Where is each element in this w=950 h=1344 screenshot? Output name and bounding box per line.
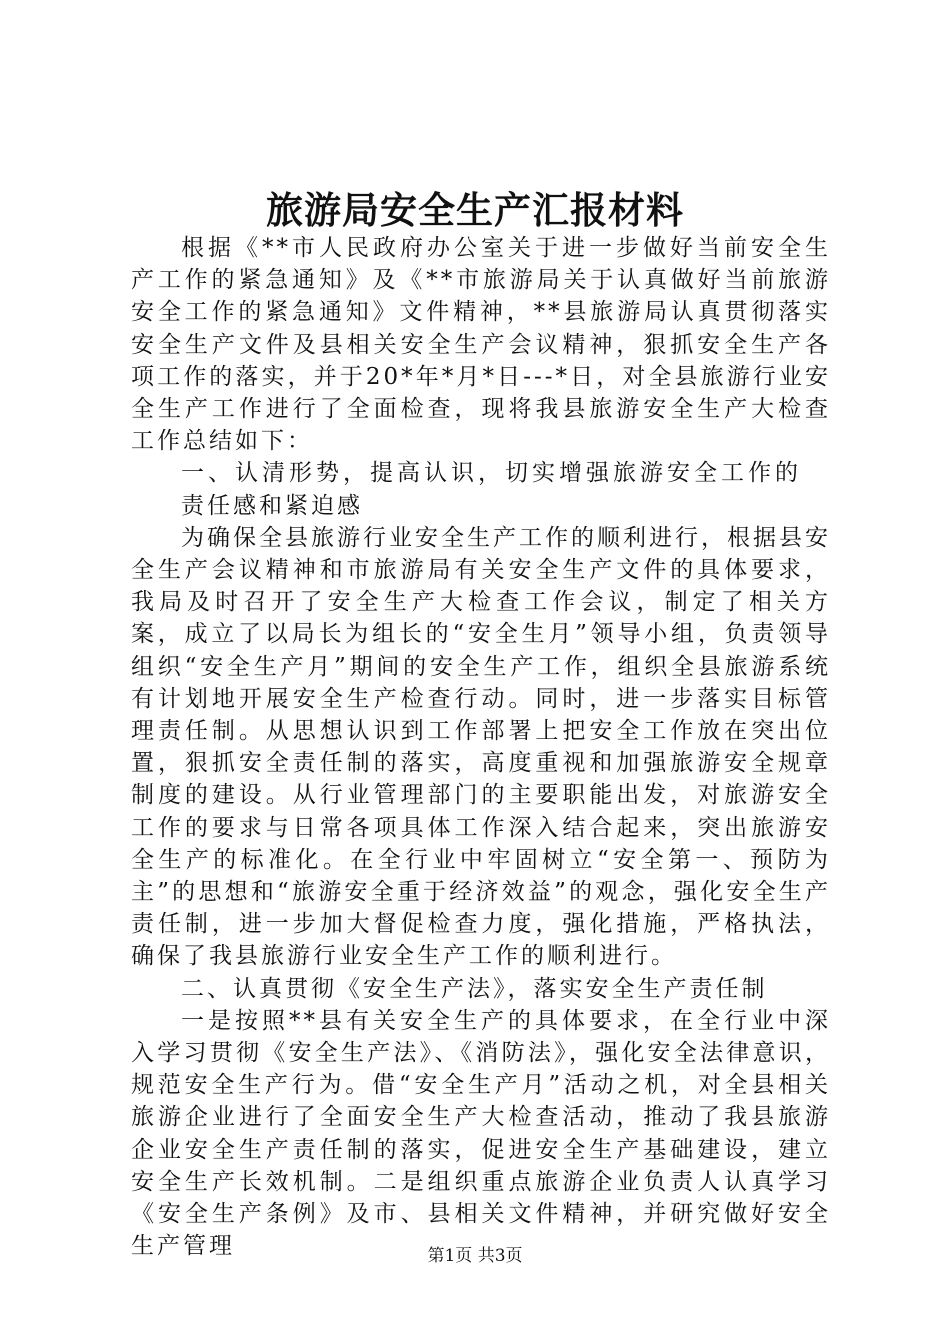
section-heading-2: 二、认真贯彻《安全生产法》，落实安全生产责任制 bbox=[181, 975, 768, 1002]
section-heading-1: 一、认清形势，提高认识，切实增强旅游安全工作的责任感和紧迫感 bbox=[181, 460, 801, 519]
document-body bbox=[131, 232, 831, 1263]
document-title: 旅游局安全生产汇报材料 bbox=[266, 188, 684, 232]
section-2-paragraph: 一是按照**县有关安全生产的具体要求，在全行业中深入学习贯彻《安全生产法》、《消防法》，强化安全法律意识，规范安全生产行为。借“安全生产月”活动之机，对全县相关旅游企业进行了全面安全生产大检查活动，推动了我县旅游企业安全生产责任制的落实，促进安全生产基础建设，建立安全生产长效机制。二是组织重点旅游企业负责人认真学习《安全生产条例》及市、县相关文件精神，并研究做好安全生产管理 bbox=[131, 1007, 831, 1260]
section-1-paragraph: 为确保全县旅游行业安全生产工作的顺利进行，根据县安全生产会议精神和市旅游局有关安全生产文件的具体要求，我局及时召开了安全生产大检查工作会议，制定了相关方案，成立了以局长为组长的“安全生月”领导小组，负责领导组织“安全生产月”期间的安全生产工作，组织全县旅游系统有计划地开展安全生产检查行动。同时，进一步落实目标管理责任制。从思想认识到工作部署上把安全工作放在突出位置，狠抓安全责任制的落实，高度重视和加强旅游安全规章制度的建设。从行业管理部门的主要职能出发，对旅游安全工作的要求与日常各项具体工作深入结合起来，突出旅游安全生产的标准化。在全行业中牢固树立“安全第一、预防为主”的思想和“旅游安全重于经济效益”的观念，强化安全生产责任制，进一步加大督促检查力度，强化措施，严格执法，确保了我县旅游行业安全生产工作的顺利进行。 bbox=[131, 524, 831, 970]
intro-paragraph: 根据《**市人民政府办公室关于进一步做好当前安全生产工作的紧急通知》及《**市旅游局关于认真做好当前旅游安全工作的紧急通知》文件精神，**县旅游局认真贯彻落实安全生产文件及县相关安全生产会议精神，狠抓安全生产各项工作的落实，并于20*年*月*日---*日，对全县旅游行业安全生产工作进行了全面检查，现将我县旅游安全生产大检查工作总结如下： bbox=[131, 235, 831, 455]
page-footer: 第1页 共3页 bbox=[427, 1246, 523, 1266]
